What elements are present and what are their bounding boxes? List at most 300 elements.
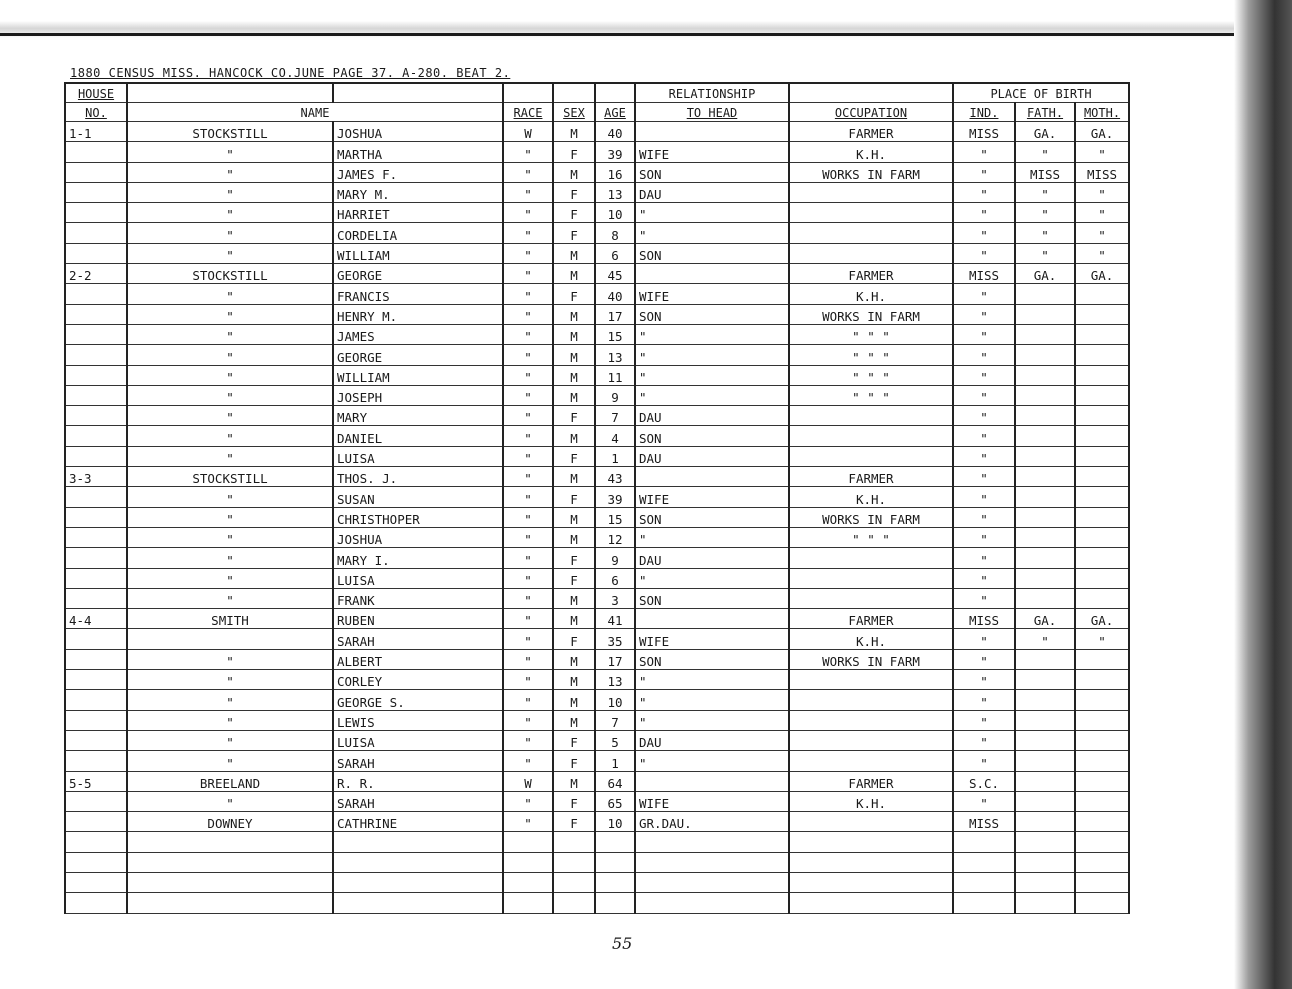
cell-birthplace-individual: "	[953, 406, 1015, 426]
cell-sex: M	[553, 771, 595, 791]
cell-birthplace-father	[1015, 690, 1075, 710]
table-row	[65, 182, 1129, 202]
cell-relationship: SON	[635, 304, 789, 324]
cell-age: 43	[595, 467, 635, 487]
cell-given-name: WILLIAM	[333, 365, 503, 385]
cell-race: "	[503, 609, 553, 629]
cell-relationship: "	[635, 670, 789, 690]
cell-relationship: "	[635, 710, 789, 730]
cell-birthplace-mother: "	[1075, 142, 1129, 162]
table-row	[65, 142, 1129, 162]
cell-age	[595, 872, 635, 892]
cell-birthplace-mother	[1075, 467, 1129, 487]
cell-race: "	[503, 264, 553, 284]
table-row	[65, 893, 1129, 913]
cell-birthplace-father: "	[1015, 629, 1075, 649]
cell-sex: M	[553, 690, 595, 710]
cell-relationship: SON	[635, 507, 789, 527]
cell-house-number	[65, 365, 127, 385]
table-row	[65, 548, 1129, 568]
cell-surname: "	[127, 182, 333, 202]
table-row	[65, 609, 1129, 629]
cell-race	[503, 852, 553, 872]
cell-occupation: K.H.	[789, 791, 953, 811]
cell-sex: M	[553, 324, 595, 344]
cell-age: 16	[595, 162, 635, 182]
cell-race: "	[503, 507, 553, 527]
cell-occupation	[789, 182, 953, 202]
cell-birthplace-father	[1015, 832, 1075, 852]
cell-occupation	[789, 426, 953, 446]
cell-birthplace-mother	[1075, 446, 1129, 466]
cell-occupation: FARMER	[789, 467, 953, 487]
cell-sex: M	[553, 649, 595, 669]
cell-house-number	[65, 710, 127, 730]
cell-house-number: 3-3	[65, 467, 127, 487]
cell-birthplace-mother: MISS	[1075, 162, 1129, 182]
cell-given-name: FRANK	[333, 588, 503, 608]
cell-race: "	[503, 243, 553, 263]
cell-age: 65	[595, 791, 635, 811]
cell-sex: M	[553, 162, 595, 182]
cell-relationship: SON	[635, 426, 789, 446]
cell-age: 17	[595, 304, 635, 324]
cell-birthplace-father: GA.	[1015, 122, 1075, 142]
cell-sex: M	[553, 710, 595, 730]
cell-race: "	[503, 385, 553, 405]
cell-race: "	[503, 629, 553, 649]
cell-given-name: MARTHA	[333, 142, 503, 162]
cell-birthplace-father	[1015, 507, 1075, 527]
table-row	[65, 670, 1129, 690]
cell-relationship: SON	[635, 162, 789, 182]
cell-race	[503, 832, 553, 852]
header-race: RACE	[503, 103, 553, 122]
cell-age: 6	[595, 243, 635, 263]
cell-sex: M	[553, 588, 595, 608]
cell-birthplace-mother	[1075, 284, 1129, 304]
cell-birthplace-individual: "	[953, 791, 1015, 811]
cell-relationship: WIFE	[635, 629, 789, 649]
cell-given-name: HENRY M.	[333, 304, 503, 324]
cell-occupation	[789, 243, 953, 263]
table-header	[65, 83, 1129, 122]
cell-surname: "	[127, 284, 333, 304]
table-row	[65, 446, 1129, 466]
cell-given-name: JOSEPH	[333, 385, 503, 405]
cell-birthplace-mother: "	[1075, 182, 1129, 202]
cell-birthplace-father	[1015, 812, 1075, 832]
cell-race: "	[503, 751, 553, 771]
cell-occupation: FARMER	[789, 771, 953, 791]
cell-birthplace-individual: MISS	[953, 812, 1015, 832]
cell-house-number: 5-5	[65, 771, 127, 791]
cell-given-name: HARRIET	[333, 203, 503, 223]
cell-sex: F	[553, 406, 595, 426]
cell-given-name: SARAH	[333, 751, 503, 771]
table-row	[65, 852, 1129, 872]
cell-birthplace-individual: "	[953, 568, 1015, 588]
cell-birthplace-mother: GA.	[1075, 122, 1129, 142]
cell-birthplace-mother	[1075, 852, 1129, 872]
header-ind: IND.	[953, 103, 1015, 122]
header-moth: MOTH.	[1075, 103, 1129, 122]
cell-surname: STOCKSTILL	[127, 467, 333, 487]
cell-age: 39	[595, 487, 635, 507]
cell-house-number	[65, 142, 127, 162]
cell-surname	[127, 893, 333, 913]
cell-given-name	[333, 872, 503, 892]
cell-sex: F	[553, 142, 595, 162]
cell-relationship	[635, 467, 789, 487]
cell-relationship: WIFE	[635, 142, 789, 162]
table-row	[65, 487, 1129, 507]
cell-surname: STOCKSTILL	[127, 264, 333, 284]
cell-occupation	[789, 872, 953, 892]
cell-relationship: "	[635, 345, 789, 365]
cell-race: "	[503, 203, 553, 223]
cell-age: 64	[595, 771, 635, 791]
cell-given-name: RUBEN	[333, 609, 503, 629]
cell-house-number	[65, 548, 127, 568]
cell-relationship	[635, 893, 789, 913]
cell-age: 11	[595, 365, 635, 385]
cell-house-number	[65, 426, 127, 446]
cell-relationship	[635, 771, 789, 791]
cell-birthplace-father: GA.	[1015, 264, 1075, 284]
cell-given-name: CORDELIA	[333, 223, 503, 243]
cell-age: 3	[595, 588, 635, 608]
cell-house-number	[65, 568, 127, 588]
cell-given-name: THOS. J.	[333, 467, 503, 487]
cell-occupation: K.H.	[789, 284, 953, 304]
cell-given-name: JOSHUA	[333, 527, 503, 547]
cell-race: "	[503, 710, 553, 730]
cell-given-name: MARY	[333, 406, 503, 426]
cell-race: "	[503, 690, 553, 710]
cell-given-name: SARAH	[333, 791, 503, 811]
cell-relationship	[635, 122, 789, 142]
cell-surname: "	[127, 446, 333, 466]
cell-age: 39	[595, 142, 635, 162]
cell-relationship: "	[635, 365, 789, 385]
cell-surname: "	[127, 162, 333, 182]
cell-sex: F	[553, 223, 595, 243]
cell-birthplace-father	[1015, 791, 1075, 811]
cell-relationship: SON	[635, 649, 789, 669]
cell-birthplace-individual	[953, 872, 1015, 892]
cell-house-number	[65, 812, 127, 832]
cell-surname: "	[127, 548, 333, 568]
cell-race	[503, 893, 553, 913]
census-table	[64, 82, 1130, 914]
cell-birthplace-individual: "	[953, 507, 1015, 527]
table-row	[65, 730, 1129, 750]
cell-given-name: ALBERT	[333, 649, 503, 669]
cell-birthplace-father	[1015, 771, 1075, 791]
cell-house-number	[65, 345, 127, 365]
cell-race: "	[503, 365, 553, 385]
cell-house-number	[65, 527, 127, 547]
cell-given-name	[333, 852, 503, 872]
cell-age: 12	[595, 527, 635, 547]
cell-birthplace-individual: "	[953, 467, 1015, 487]
cell-birthplace-mother: GA.	[1075, 264, 1129, 284]
cell-age: 6	[595, 568, 635, 588]
cell-birthplace-individual	[953, 893, 1015, 913]
cell-surname: "	[127, 588, 333, 608]
cell-age: 5	[595, 730, 635, 750]
table-row	[65, 467, 1129, 487]
cell-surname: "	[127, 568, 333, 588]
cell-surname	[127, 832, 333, 852]
cell-given-name: R. R.	[333, 771, 503, 791]
cell-house-number	[65, 588, 127, 608]
cell-race: "	[503, 446, 553, 466]
cell-occupation: WORKS IN FARM	[789, 649, 953, 669]
cell-birthplace-father	[1015, 730, 1075, 750]
cell-birthplace-individual: "	[953, 203, 1015, 223]
cell-house-number	[65, 223, 127, 243]
cell-birthplace-individual: "	[953, 284, 1015, 304]
cell-age: 17	[595, 649, 635, 669]
table-row	[65, 406, 1129, 426]
cell-birthplace-individual: "	[953, 324, 1015, 344]
cell-occupation: FARMER	[789, 609, 953, 629]
cell-age: 35	[595, 629, 635, 649]
cell-birthplace-mother: GA.	[1075, 609, 1129, 629]
cell-house-number	[65, 304, 127, 324]
page-binding-shadow	[1234, 0, 1292, 989]
table-row	[65, 345, 1129, 365]
cell-given-name	[333, 893, 503, 913]
cell-sex: M	[553, 264, 595, 284]
cell-sex: M	[553, 507, 595, 527]
cell-birthplace-mother	[1075, 893, 1129, 913]
cell-surname	[127, 852, 333, 872]
cell-given-name: MARY I.	[333, 548, 503, 568]
cell-house-number	[65, 690, 127, 710]
cell-occupation	[789, 588, 953, 608]
cell-given-name: CATHRINE	[333, 812, 503, 832]
cell-relationship	[635, 609, 789, 629]
table-row	[65, 162, 1129, 182]
cell-birthplace-father	[1015, 304, 1075, 324]
cell-sex: F	[553, 812, 595, 832]
cell-birthplace-mother	[1075, 568, 1129, 588]
cell-house-number: 1-1	[65, 122, 127, 142]
cell-occupation	[789, 446, 953, 466]
cell-birthplace-mother	[1075, 345, 1129, 365]
cell-house-number	[65, 162, 127, 182]
cell-birthplace-individual: "	[953, 527, 1015, 547]
cell-race: W	[503, 122, 553, 142]
cell-age	[595, 893, 635, 913]
cell-occupation	[789, 852, 953, 872]
cell-age: 15	[595, 507, 635, 527]
cell-age: 13	[595, 345, 635, 365]
cell-birthplace-individual: "	[953, 243, 1015, 263]
cell-surname: BREELAND	[127, 771, 333, 791]
table-row	[65, 527, 1129, 547]
cell-relationship: DAU	[635, 182, 789, 202]
cell-sex: F	[553, 446, 595, 466]
cell-age: 7	[595, 710, 635, 730]
cell-birthplace-father: MISS	[1015, 162, 1075, 182]
cell-race: "	[503, 730, 553, 750]
cell-sex	[553, 852, 595, 872]
cell-surname: "	[127, 751, 333, 771]
cell-occupation	[789, 710, 953, 730]
cell-birthplace-individual: "	[953, 629, 1015, 649]
cell-given-name	[333, 832, 503, 852]
cell-occupation: FARMER	[789, 264, 953, 284]
table-row	[65, 791, 1129, 811]
cell-relationship: DAU	[635, 406, 789, 426]
cell-birthplace-mother: "	[1075, 629, 1129, 649]
header-name: NAME	[127, 103, 503, 122]
cell-occupation	[789, 832, 953, 852]
cell-occupation	[789, 690, 953, 710]
cell-occupation: " " "	[789, 324, 953, 344]
cell-race: "	[503, 223, 553, 243]
cell-surname: SMITH	[127, 609, 333, 629]
cell-birthplace-mother	[1075, 548, 1129, 568]
cell-surname: "	[127, 385, 333, 405]
cell-surname: "	[127, 142, 333, 162]
cell-birthplace-father: "	[1015, 142, 1075, 162]
cell-race: "	[503, 568, 553, 588]
cell-given-name: GEORGE	[333, 345, 503, 365]
cell-birthplace-mother	[1075, 406, 1129, 426]
cell-sex: F	[553, 791, 595, 811]
header-sex: SEX	[553, 103, 595, 122]
cell-birthplace-individual: "	[953, 182, 1015, 202]
cell-birthplace-father: "	[1015, 182, 1075, 202]
header-place-of-birth: PLACE OF BIRTH	[953, 83, 1129, 103]
cell-birthplace-individual: MISS	[953, 264, 1015, 284]
cell-race: "	[503, 426, 553, 446]
cell-birthplace-mother	[1075, 730, 1129, 750]
table-row	[65, 264, 1129, 284]
table-row	[65, 872, 1129, 892]
cell-birthplace-mother: "	[1075, 223, 1129, 243]
cell-occupation	[789, 223, 953, 243]
table-row	[65, 649, 1129, 669]
cell-birthplace-individual: "	[953, 730, 1015, 750]
cell-birthplace-mother	[1075, 812, 1129, 832]
cell-house-number	[65, 872, 127, 892]
cell-sex: F	[553, 730, 595, 750]
cell-birthplace-mother: "	[1075, 203, 1129, 223]
table-row	[65, 629, 1129, 649]
table-row	[65, 203, 1129, 223]
cell-birthplace-father	[1015, 324, 1075, 344]
cell-given-name: FRANCIS	[333, 284, 503, 304]
cell-birthplace-mother	[1075, 487, 1129, 507]
table-row	[65, 507, 1129, 527]
cell-birthplace-individual: "	[953, 142, 1015, 162]
table-row	[65, 690, 1129, 710]
cell-birthplace-individual: "	[953, 649, 1015, 669]
cell-birthplace-individual: "	[953, 548, 1015, 568]
cell-relationship: DAU	[635, 730, 789, 750]
cell-house-number	[65, 730, 127, 750]
table-row	[65, 243, 1129, 263]
table-row	[65, 365, 1129, 385]
cell-birthplace-father	[1015, 365, 1075, 385]
cell-race: "	[503, 812, 553, 832]
cell-sex: M	[553, 304, 595, 324]
cell-race: "	[503, 548, 553, 568]
cell-sex	[553, 872, 595, 892]
table-row	[65, 812, 1129, 832]
cell-birthplace-individual	[953, 852, 1015, 872]
cell-birthplace-individual: "	[953, 426, 1015, 446]
cell-occupation	[789, 893, 953, 913]
cell-sex: F	[553, 182, 595, 202]
cell-birthplace-father: "	[1015, 203, 1075, 223]
cell-surname: "	[127, 345, 333, 365]
cell-relationship: SON	[635, 243, 789, 263]
cell-surname: "	[127, 730, 333, 750]
cell-sex	[553, 832, 595, 852]
cell-surname: "	[127, 670, 333, 690]
cell-occupation: WORKS IN FARM	[789, 304, 953, 324]
cell-relationship: SON	[635, 588, 789, 608]
cell-relationship: "	[635, 223, 789, 243]
cell-race: "	[503, 162, 553, 182]
cell-house-number	[65, 324, 127, 344]
cell-given-name: JOSHUA	[333, 122, 503, 142]
header-age: AGE	[595, 103, 635, 122]
cell-birthplace-father	[1015, 588, 1075, 608]
cell-surname: "	[127, 649, 333, 669]
cell-birthplace-individual	[953, 832, 1015, 852]
cell-given-name: GEORGE	[333, 264, 503, 284]
cell-race: "	[503, 649, 553, 669]
cell-birthplace-mother	[1075, 690, 1129, 710]
cell-surname: "	[127, 527, 333, 547]
cell-house-number	[65, 385, 127, 405]
cell-birthplace-individual: "	[953, 710, 1015, 730]
cell-age: 7	[595, 406, 635, 426]
cell-birthplace-father: "	[1015, 243, 1075, 263]
cell-house-number	[65, 182, 127, 202]
table-row	[65, 568, 1129, 588]
cell-house-number	[65, 243, 127, 263]
cell-birthplace-individual: MISS	[953, 609, 1015, 629]
cell-given-name: SARAH	[333, 629, 503, 649]
cell-sex: F	[553, 751, 595, 771]
cell-birthplace-mother	[1075, 771, 1129, 791]
cell-birthplace-mother: "	[1075, 243, 1129, 263]
table-row	[65, 122, 1129, 142]
header-house: HOUSE	[65, 83, 127, 103]
cell-house-number	[65, 406, 127, 426]
cell-birthplace-mother	[1075, 710, 1129, 730]
cell-occupation	[789, 670, 953, 690]
cell-birthplace-individual: "	[953, 162, 1015, 182]
cell-house-number: 2-2	[65, 264, 127, 284]
cell-birthplace-father	[1015, 385, 1075, 405]
cell-house-number	[65, 893, 127, 913]
cell-given-name: LUISA	[333, 568, 503, 588]
cell-age: 9	[595, 548, 635, 568]
cell-birthplace-father	[1015, 548, 1075, 568]
cell-birthplace-mother	[1075, 872, 1129, 892]
cell-birthplace-mother	[1075, 426, 1129, 446]
